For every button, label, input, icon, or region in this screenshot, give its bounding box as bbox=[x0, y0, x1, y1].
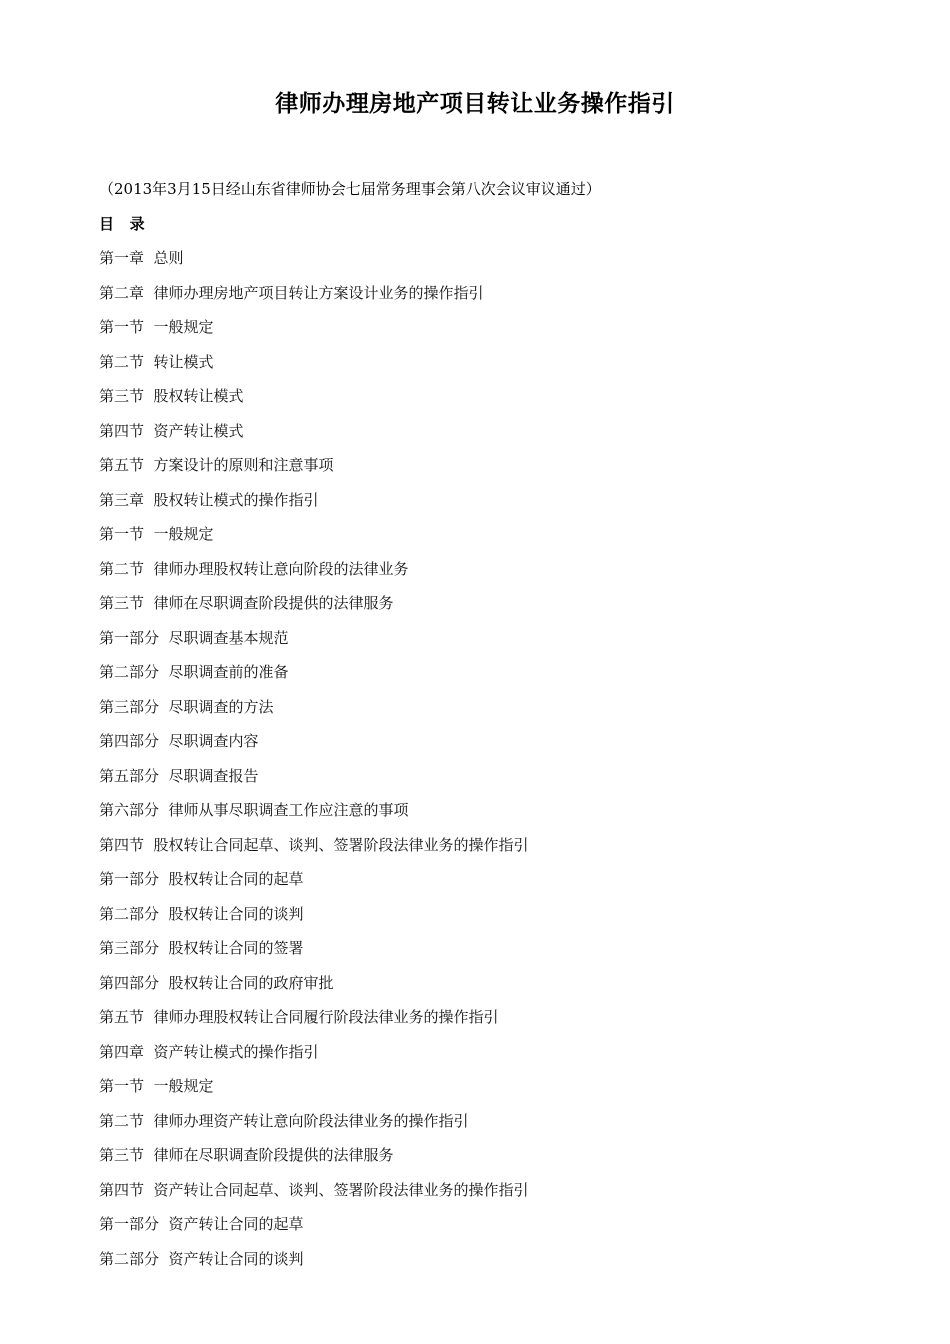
toc-item: 第一节 一般规定 bbox=[99, 525, 214, 543]
document-title: 律师办理房地产项目转让业务操作指引 bbox=[275, 91, 675, 117]
approval-note: （2013年3月15日经山东省律师协会七届常务理事会第八次会议审议通过） bbox=[99, 180, 601, 198]
toc-item: 第一部分 股权转让合同的起草 bbox=[99, 870, 304, 888]
toc-heading: 目 录 bbox=[99, 215, 145, 233]
toc-item: 第二部分 资产转让合同的谈判 bbox=[99, 1249, 304, 1268]
toc-item: 第五节 律师办理股权转让合同履行阶段法律业务的操作指引 bbox=[99, 1008, 499, 1026]
toc-item: 第四部分 尽职调查内容 bbox=[99, 732, 259, 750]
toc-item: 第四部分 股权转让合同的政府审批 bbox=[99, 973, 334, 992]
toc-item: 第五节 方案设计的原则和注意事项 bbox=[99, 456, 334, 474]
toc-item: 第三部分 尽职调查的方法 bbox=[99, 697, 274, 716]
toc-item: 第三节 股权转让模式 bbox=[99, 387, 244, 405]
toc-item: 第一节 一般规定 bbox=[99, 318, 214, 336]
table-of-contents bbox=[99, 245, 529, 1280]
toc-item: 第六部分 律师从事尽职调查工作应注意的事项 bbox=[99, 801, 409, 819]
toc-item: 第二部分 股权转让合同的谈判 bbox=[99, 904, 304, 923]
toc-item: 第四节 股权转让合同起草、谈判、签署阶段法律业务的操作指引 bbox=[99, 835, 529, 854]
toc-item: 第四章 资产转让模式的操作指引 bbox=[99, 1042, 319, 1061]
toc-item: 第二章 律师办理房地产项目转让方案设计业务的操作指引 bbox=[99, 283, 484, 302]
toc-item: 第二部分 尽职调查前的准备 bbox=[99, 663, 289, 681]
toc-item: 第二节 律师办理股权转让意向阶段的法律业务 bbox=[99, 559, 409, 578]
toc-item: 第一部分 资产转让合同的起草 bbox=[99, 1215, 304, 1233]
toc-item: 第五部分 尽职调查报告 bbox=[99, 766, 259, 785]
toc-item: 第一部分 尽职调查基本规范 bbox=[99, 628, 289, 647]
toc-item: 第四节 资产转让模式 bbox=[99, 421, 244, 440]
toc-item: 第四节 资产转让合同起草、谈判、签署阶段法律业务的操作指引 bbox=[99, 1180, 529, 1199]
toc-item: 第一节 一般规定 bbox=[99, 1077, 214, 1095]
toc-item: 第一章 总则 bbox=[99, 249, 184, 267]
toc-item: 第三章 股权转让模式的操作指引 bbox=[99, 490, 319, 509]
toc-item: 第三部分 股权转让合同的签署 bbox=[99, 939, 304, 957]
toc-item: 第三节 律师在尽职调查阶段提供的法律服务 bbox=[99, 594, 394, 612]
toc-item: 第二节 转让模式 bbox=[99, 352, 214, 371]
toc-item: 第三节 律师在尽职调查阶段提供的法律服务 bbox=[99, 1146, 394, 1164]
toc-item: 第二节 律师办理资产转让意向阶段法律业务的操作指引 bbox=[99, 1111, 469, 1130]
